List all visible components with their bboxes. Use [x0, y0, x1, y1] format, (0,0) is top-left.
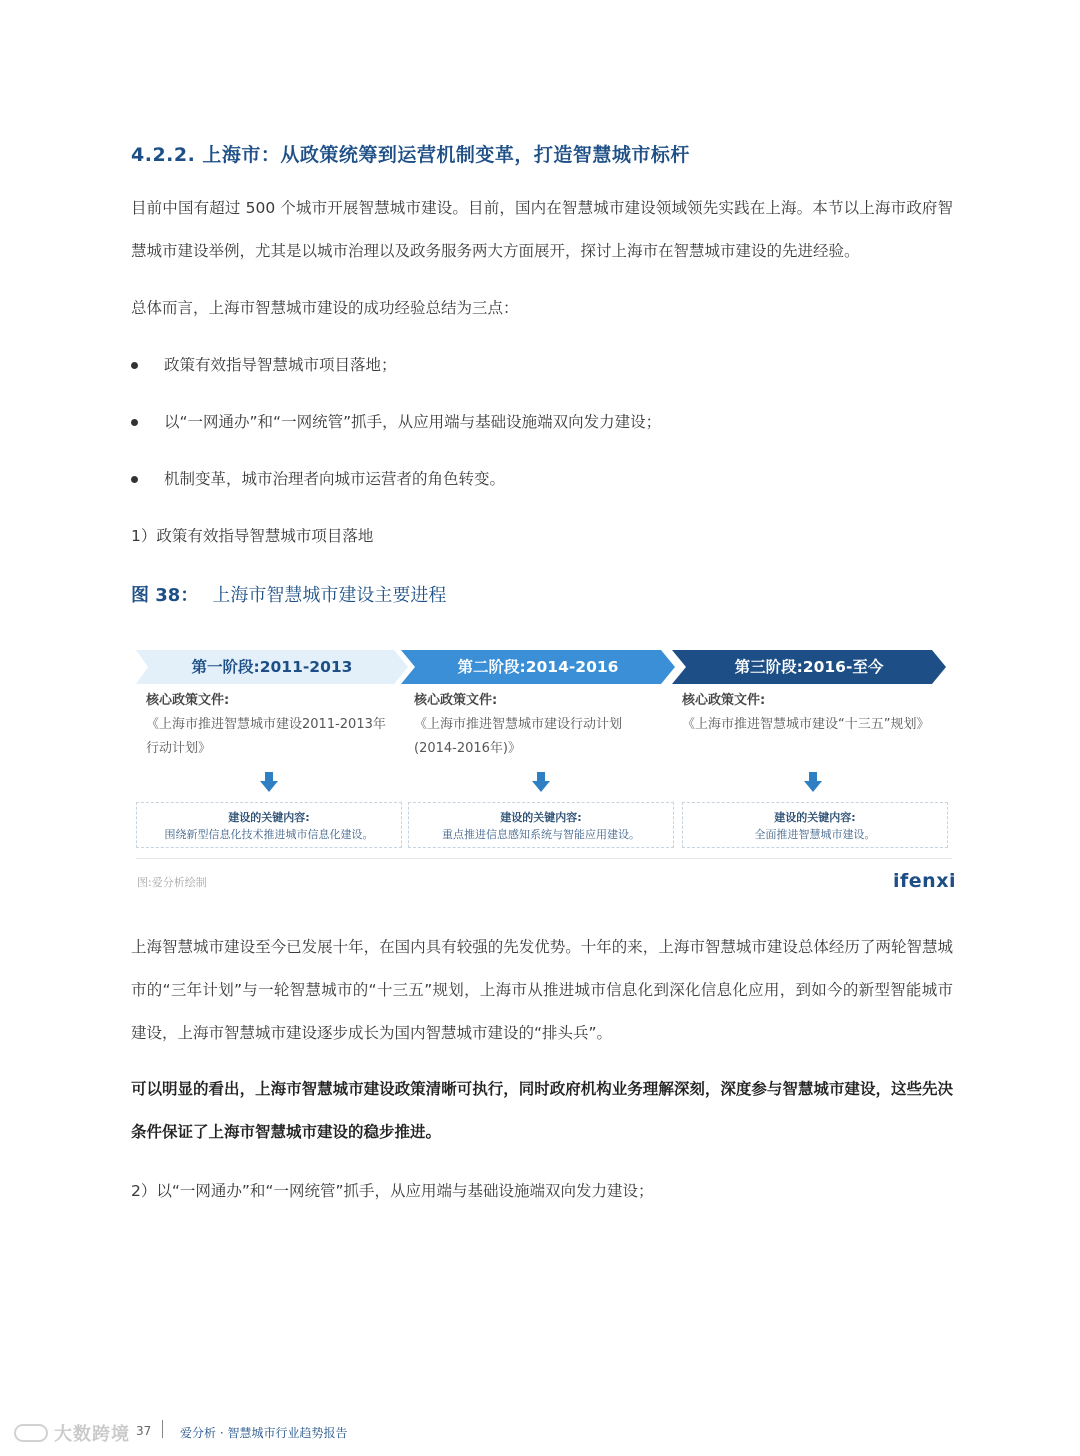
bullet-item — [131, 410, 953, 434]
content-text: 全面推进智慧城市建设。 — [754, 828, 876, 841]
timeline-diagram — [136, 650, 952, 862]
figure-number: 图 38： — [131, 585, 199, 606]
stage-content-box — [136, 802, 402, 848]
stage-content-box — [408, 802, 674, 848]
bullet-text: 以“一网通办”和“一网统管”抓手，从应用端与基础设施端双向发力建设； — [164, 413, 662, 431]
arrow-down-icon — [804, 772, 822, 792]
stage-policy — [146, 689, 406, 761]
content-key: 建设的关键内容: — [228, 811, 310, 824]
arrow-down-icon — [532, 772, 550, 792]
bullet-text: 政策有效指导智慧城市项目落地； — [164, 356, 397, 374]
watermark-logo: 大数跨境 — [54, 1424, 130, 1445]
divider — [136, 858, 952, 859]
bullet-dot-icon — [131, 419, 138, 426]
stage-banner — [401, 650, 675, 684]
policy-key: 核心政策文件: — [414, 693, 498, 708]
figure-caption: 上海市智慧城市建设主要进程 — [212, 585, 447, 606]
stage-policy — [414, 689, 674, 761]
figure-source: 图:爱分析绘制 — [137, 876, 207, 889]
policy-line: 《上海市推进智慧城市建设“十三五”规划》 — [682, 717, 930, 732]
bullet-text: 机制变革，城市治理者向城市运营者的角色转变。 — [164, 470, 506, 488]
footer-divider — [162, 1420, 163, 1438]
policy-key: 核心政策文件: — [682, 693, 766, 708]
stage-policy — [682, 689, 948, 737]
brand-logo: ifenxi — [893, 870, 956, 892]
policy-key: 核心政策文件: — [146, 693, 230, 708]
subheading: 1）政策有效指导智慧城市项目落地 — [131, 527, 374, 545]
arrow-down-icon — [260, 772, 278, 792]
section-title: 4.2.2. 上海市：从政策统筹到运营机制变革，打造智慧城市标杆 — [131, 144, 690, 166]
policy-line: 行动计划》 — [146, 741, 212, 756]
content-key: 建设的关键内容: — [500, 811, 582, 824]
content-text: 围绕新型信息化技术推进城市信息化建设。 — [164, 828, 374, 841]
content-text: 重点推进信息感知系统与智能应用建设。 — [442, 828, 640, 841]
figure-title — [131, 581, 446, 607]
stage-label: 第一阶段:2011-2013 — [191, 658, 353, 676]
stage-banner — [672, 650, 946, 684]
policy-line: 《上海市推进智慧城市建设行动计划 — [414, 717, 623, 732]
footer-title: 爱分析 · 智慧城市行业趋势报告 — [180, 1426, 348, 1440]
content-key: 建设的关键内容: — [774, 811, 856, 824]
body-paragraph: 上海智慧城市建设至今已发展十年，在国内具有较强的先发优势。十年的来，上海市智慧城市建设总体经历了两轮智慧城市的“三年计划”与一轮智慧城市的“十三五”规划，上海市从推进城市信息化到深化信息化应用，到如今的新型智能城市建设，上海市智慧城市建设逐步成长为国内智慧城市建设的“排头兵”。 — [131, 938, 953, 1042]
page-number: 37 — [136, 1424, 152, 1438]
stage-banner — [136, 650, 408, 684]
stage-label: 第三阶段:2016-至今 — [734, 658, 884, 676]
bullet-dot-icon — [131, 362, 138, 369]
stage-label: 第二阶段:2014-2016 — [457, 658, 619, 676]
conclusion-paragraph: 可以明显的看出，上海市智慧城市建设政策清晰可执行，同时政府机构业务理解深刻，深度参与智慧城市建设，这些先决条件保证了上海市智慧城市建设的稳步推进。 — [131, 1080, 953, 1141]
bullet-item — [131, 353, 953, 377]
policy-line: (2014-2016年)》 — [414, 741, 522, 756]
watermark-icon — [14, 1424, 48, 1442]
bullet-dot-icon — [131, 476, 138, 483]
subheading: 2）以“一网通办”和“一网统管”抓手，从应用端与基础设施端双向发力建设； — [131, 1182, 654, 1200]
stage-content-box — [682, 802, 948, 848]
policy-line: 《上海市推进智慧城市建设2011-2013年 — [146, 717, 386, 732]
bullet-item — [131, 467, 953, 491]
intro-paragraph: 目前中国有超过 500 个城市开展智慧城市建设。目前，国内在智慧城市建设领域领先实践在上海。本节以上海市政府智慧城市建设举例，尤其是以城市治理以及政务服务两大方面展开，探讨上海市在智慧城市建设的先进经验。 — [131, 199, 953, 260]
summary-paragraph: 总体而言，上海市智慧城市建设的成功经验总结为三点： — [131, 299, 519, 317]
